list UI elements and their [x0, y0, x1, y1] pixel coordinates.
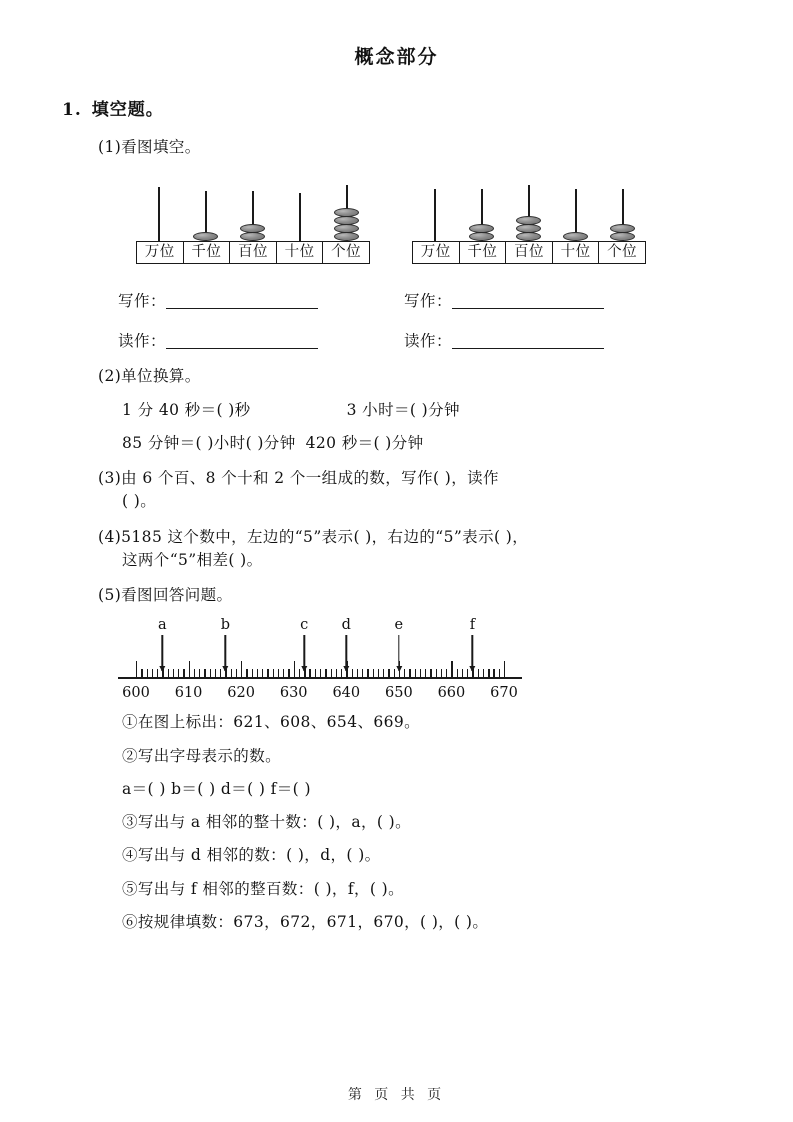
question-1-5-sub5: ⑤写出与 f 相邻的整百数：( )，f，( )。	[122, 879, 404, 898]
abacus-left-rods	[136, 173, 370, 241]
number-line-minor-tick	[483, 669, 484, 677]
abacus-figures	[0, 173, 793, 277]
bead	[334, 216, 359, 225]
place-cell: 万位	[413, 242, 460, 263]
question-1-5-sub3: ③写出与 a 相邻的整十数：( )，a，( )。	[122, 813, 411, 831]
write-label: 写作：	[118, 292, 167, 311]
number-line-minor-tick	[457, 669, 458, 677]
number-line-minor-tick	[299, 669, 300, 677]
bead	[334, 232, 359, 241]
section-label: 填空题。	[91, 100, 164, 120]
number-line-minor-tick	[168, 669, 169, 677]
number-line-minor-tick	[267, 669, 268, 677]
question-1-3-line1: (3)由 6 个百、8 个十和 2 个一组成的数，写作( )，读作	[98, 469, 499, 487]
number-line-minor-tick	[415, 669, 416, 677]
number-line-minor-tick	[199, 669, 200, 677]
number-line-minor-tick	[420, 669, 421, 677]
number-line-major-tick	[504, 661, 505, 678]
rod-wan	[434, 189, 436, 241]
number-line-marker-label-f: f	[469, 617, 476, 634]
q2-line1-right: 3 小时＝( )分钟	[346, 400, 460, 419]
number-line-minor-tick	[425, 669, 426, 677]
question-1-3-line2: ( )。	[122, 492, 157, 511]
number-line-minor-tick	[394, 669, 395, 677]
place-cell: 千位	[184, 242, 231, 263]
bead	[193, 232, 218, 241]
number-line-minor-tick	[152, 669, 153, 677]
number-line-minor-tick	[309, 669, 310, 677]
bead	[334, 208, 359, 217]
bead	[516, 224, 541, 233]
number-line-arrow-b	[225, 635, 226, 671]
question-1-5-sub6: ⑥按规律填数：673，672，671，670，( )，( )。	[122, 912, 489, 931]
number-line-major-tick	[294, 661, 295, 678]
number-line-minor-tick	[383, 669, 384, 677]
number-line-arrow-c	[304, 635, 305, 671]
number-line-marker-label-d: d	[341, 617, 351, 634]
abacus-right	[412, 173, 646, 264]
number-line-minor-tick	[246, 669, 247, 677]
number-line-tick-label: 650	[385, 685, 413, 702]
number-line-tick-label: 670	[490, 685, 518, 702]
number-line-tick-label: 620	[227, 685, 255, 702]
question-1-4-line2: 这两个“5”相差( )。	[122, 550, 263, 569]
number-line-minor-tick	[367, 669, 368, 677]
number-line-minor-tick	[194, 669, 195, 677]
bead	[516, 232, 541, 241]
number-line-minor-tick	[173, 669, 174, 677]
number-line-minor-tick	[231, 669, 232, 677]
number-line-tick-label: 630	[279, 685, 308, 702]
question-1-1-label: (1)看图填空。	[98, 138, 201, 156]
section-heading	[0, 69, 793, 120]
write-answer-line-right[interactable]	[452, 293, 604, 309]
number-line-minor-tick	[278, 669, 279, 677]
number-line-minor-tick	[157, 669, 158, 677]
number-line-minor-tick	[331, 669, 332, 677]
number-line-minor-tick	[262, 669, 263, 677]
abacus-left	[136, 173, 370, 264]
number-line-minor-tick	[357, 669, 358, 677]
number-line-minor-tick	[273, 669, 274, 677]
place-cell: 万位	[137, 242, 184, 263]
number-line-arrow-a	[162, 635, 163, 671]
number-line-minor-tick	[257, 669, 258, 677]
number-line-arrow-d	[346, 635, 347, 671]
place-cell: 十位	[553, 242, 600, 263]
number-line-minor-tick	[288, 669, 289, 677]
number-line-minor-tick	[493, 669, 494, 677]
number-line-minor-tick	[409, 669, 410, 677]
number-line-arrow-f	[472, 635, 473, 671]
number-line-tick-label: 640	[332, 685, 361, 702]
number-line-minor-tick	[210, 669, 211, 677]
question-1-2-row2	[0, 432, 793, 455]
page-footer: 第 页 共 页	[347, 1087, 446, 1103]
place-cell: 百位	[506, 242, 553, 263]
place-cell: 十位	[277, 242, 324, 263]
number-line-tick-label: 600	[122, 685, 150, 702]
number-line-minor-tick	[220, 669, 221, 677]
number-line-minor-tick	[236, 669, 237, 677]
number-line-minor-tick	[378, 669, 379, 677]
bead	[240, 232, 265, 241]
abacus-left-place-labels	[136, 241, 370, 264]
number-line-minor-tick	[252, 669, 253, 677]
bead	[610, 232, 635, 241]
number-line-minor-tick	[441, 669, 442, 677]
number-line-figure	[0, 615, 793, 711]
question-1-2-label: (2)单位换算。	[98, 367, 201, 386]
number-line-minor-tick	[488, 669, 489, 677]
question-1-5-sub1: ①在图上标出：621、608、654、669。	[122, 713, 421, 732]
question-1-2-row1	[0, 399, 793, 422]
number-line-minor-tick	[467, 669, 468, 677]
number-line-minor-tick	[362, 669, 363, 677]
bead	[469, 224, 494, 233]
number-line-minor-tick	[462, 669, 463, 677]
number-line-minor-tick	[404, 669, 405, 677]
question-1-4-line1: (4)5185 这个数中，左边的“5”表示( )，右边的“5”表示( )，	[98, 527, 529, 546]
abacus-right-place-labels	[412, 241, 646, 264]
number-line-minor-tick	[204, 669, 205, 677]
number-line-minor-tick	[446, 669, 447, 677]
number-line-minor-tick	[325, 669, 326, 677]
number-line-minor-tick	[373, 669, 374, 677]
question-1-5-sub2: ②写出字母表示的数。	[122, 746, 282, 765]
read-label-left-row	[118, 329, 318, 351]
number-line-major-tick	[136, 661, 137, 678]
read-label: 读作：	[404, 332, 453, 351]
abacus-right-rods	[412, 173, 646, 241]
bead	[516, 216, 541, 225]
place-cell: 千位	[460, 242, 507, 263]
number-line-major-tick	[189, 661, 190, 678]
rod-wan	[158, 187, 160, 241]
number-line-axis	[118, 677, 522, 679]
number-line-minor-tick	[430, 669, 431, 677]
place-cell: 百位	[230, 242, 277, 263]
number-line-minor-tick	[183, 669, 184, 677]
number-line-minor-tick	[341, 669, 342, 677]
write-answer-line-left[interactable]	[166, 293, 318, 309]
number-line-major-tick	[241, 661, 242, 678]
number-line-major-tick	[451, 661, 452, 678]
number-line-minor-tick	[336, 669, 337, 677]
q2-line1-left: 1 分 40 秒＝( )秒	[122, 400, 251, 419]
read-label-right-row	[404, 329, 604, 351]
number-line-tick-label: 610	[174, 685, 203, 702]
bead	[563, 232, 588, 241]
read-label: 读作：	[118, 332, 167, 351]
number-line-marker-label-c: c	[300, 617, 309, 634]
read-answer-line-left[interactable]	[166, 333, 318, 349]
bead	[469, 232, 494, 241]
number-line-minor-tick	[436, 669, 437, 677]
question-1-5-sub4: ④写出与 d 相邻的数：( )，d，( )。	[122, 846, 381, 865]
number-line-tick-label: 660	[437, 685, 466, 702]
bead	[334, 224, 359, 233]
number-line-arrow-e	[398, 635, 399, 671]
number-line-minor-tick	[178, 669, 179, 677]
write-label-left-row	[118, 289, 318, 311]
bead	[240, 224, 265, 233]
number-line-minor-tick	[283, 669, 284, 677]
read-answer-line-right[interactable]	[452, 333, 604, 349]
question-1-5-sub2-blanks: a＝( ) b＝( ) d＝( ) f＝( )	[122, 779, 311, 798]
number-line-minor-tick	[315, 669, 316, 677]
place-cell: 个位	[607, 244, 638, 261]
question-1-5-label: (5)看图回答问题。	[98, 586, 233, 604]
write-read-answers	[0, 285, 793, 365]
write-label-right-row	[404, 289, 604, 311]
bead	[610, 224, 635, 233]
number-line-minor-tick	[141, 669, 142, 677]
number-line	[118, 615, 522, 711]
q2-line2-left: 85 分钟＝( )小时( )分钟	[122, 433, 296, 452]
number-line-minor-tick	[478, 669, 479, 677]
number-line-minor-tick	[320, 669, 321, 677]
q2-line2-right: 420 秒＝( )分钟	[305, 433, 424, 452]
rod-shi	[299, 193, 301, 241]
write-label: 写作：	[404, 292, 453, 311]
place-cell: 个位	[331, 244, 362, 261]
section-number: 1.	[62, 100, 82, 120]
number-line-minor-tick	[352, 669, 353, 677]
number-line-minor-tick	[388, 669, 389, 677]
number-line-marker-label-e: e	[394, 617, 404, 634]
number-line-minor-tick	[215, 669, 216, 677]
number-line-minor-tick	[499, 669, 500, 677]
page-title: 概念部分	[354, 46, 439, 68]
number-line-marker-label-b: b	[220, 617, 231, 634]
number-line-minor-tick	[147, 669, 148, 677]
number-line-marker-label-a: a	[157, 617, 167, 634]
